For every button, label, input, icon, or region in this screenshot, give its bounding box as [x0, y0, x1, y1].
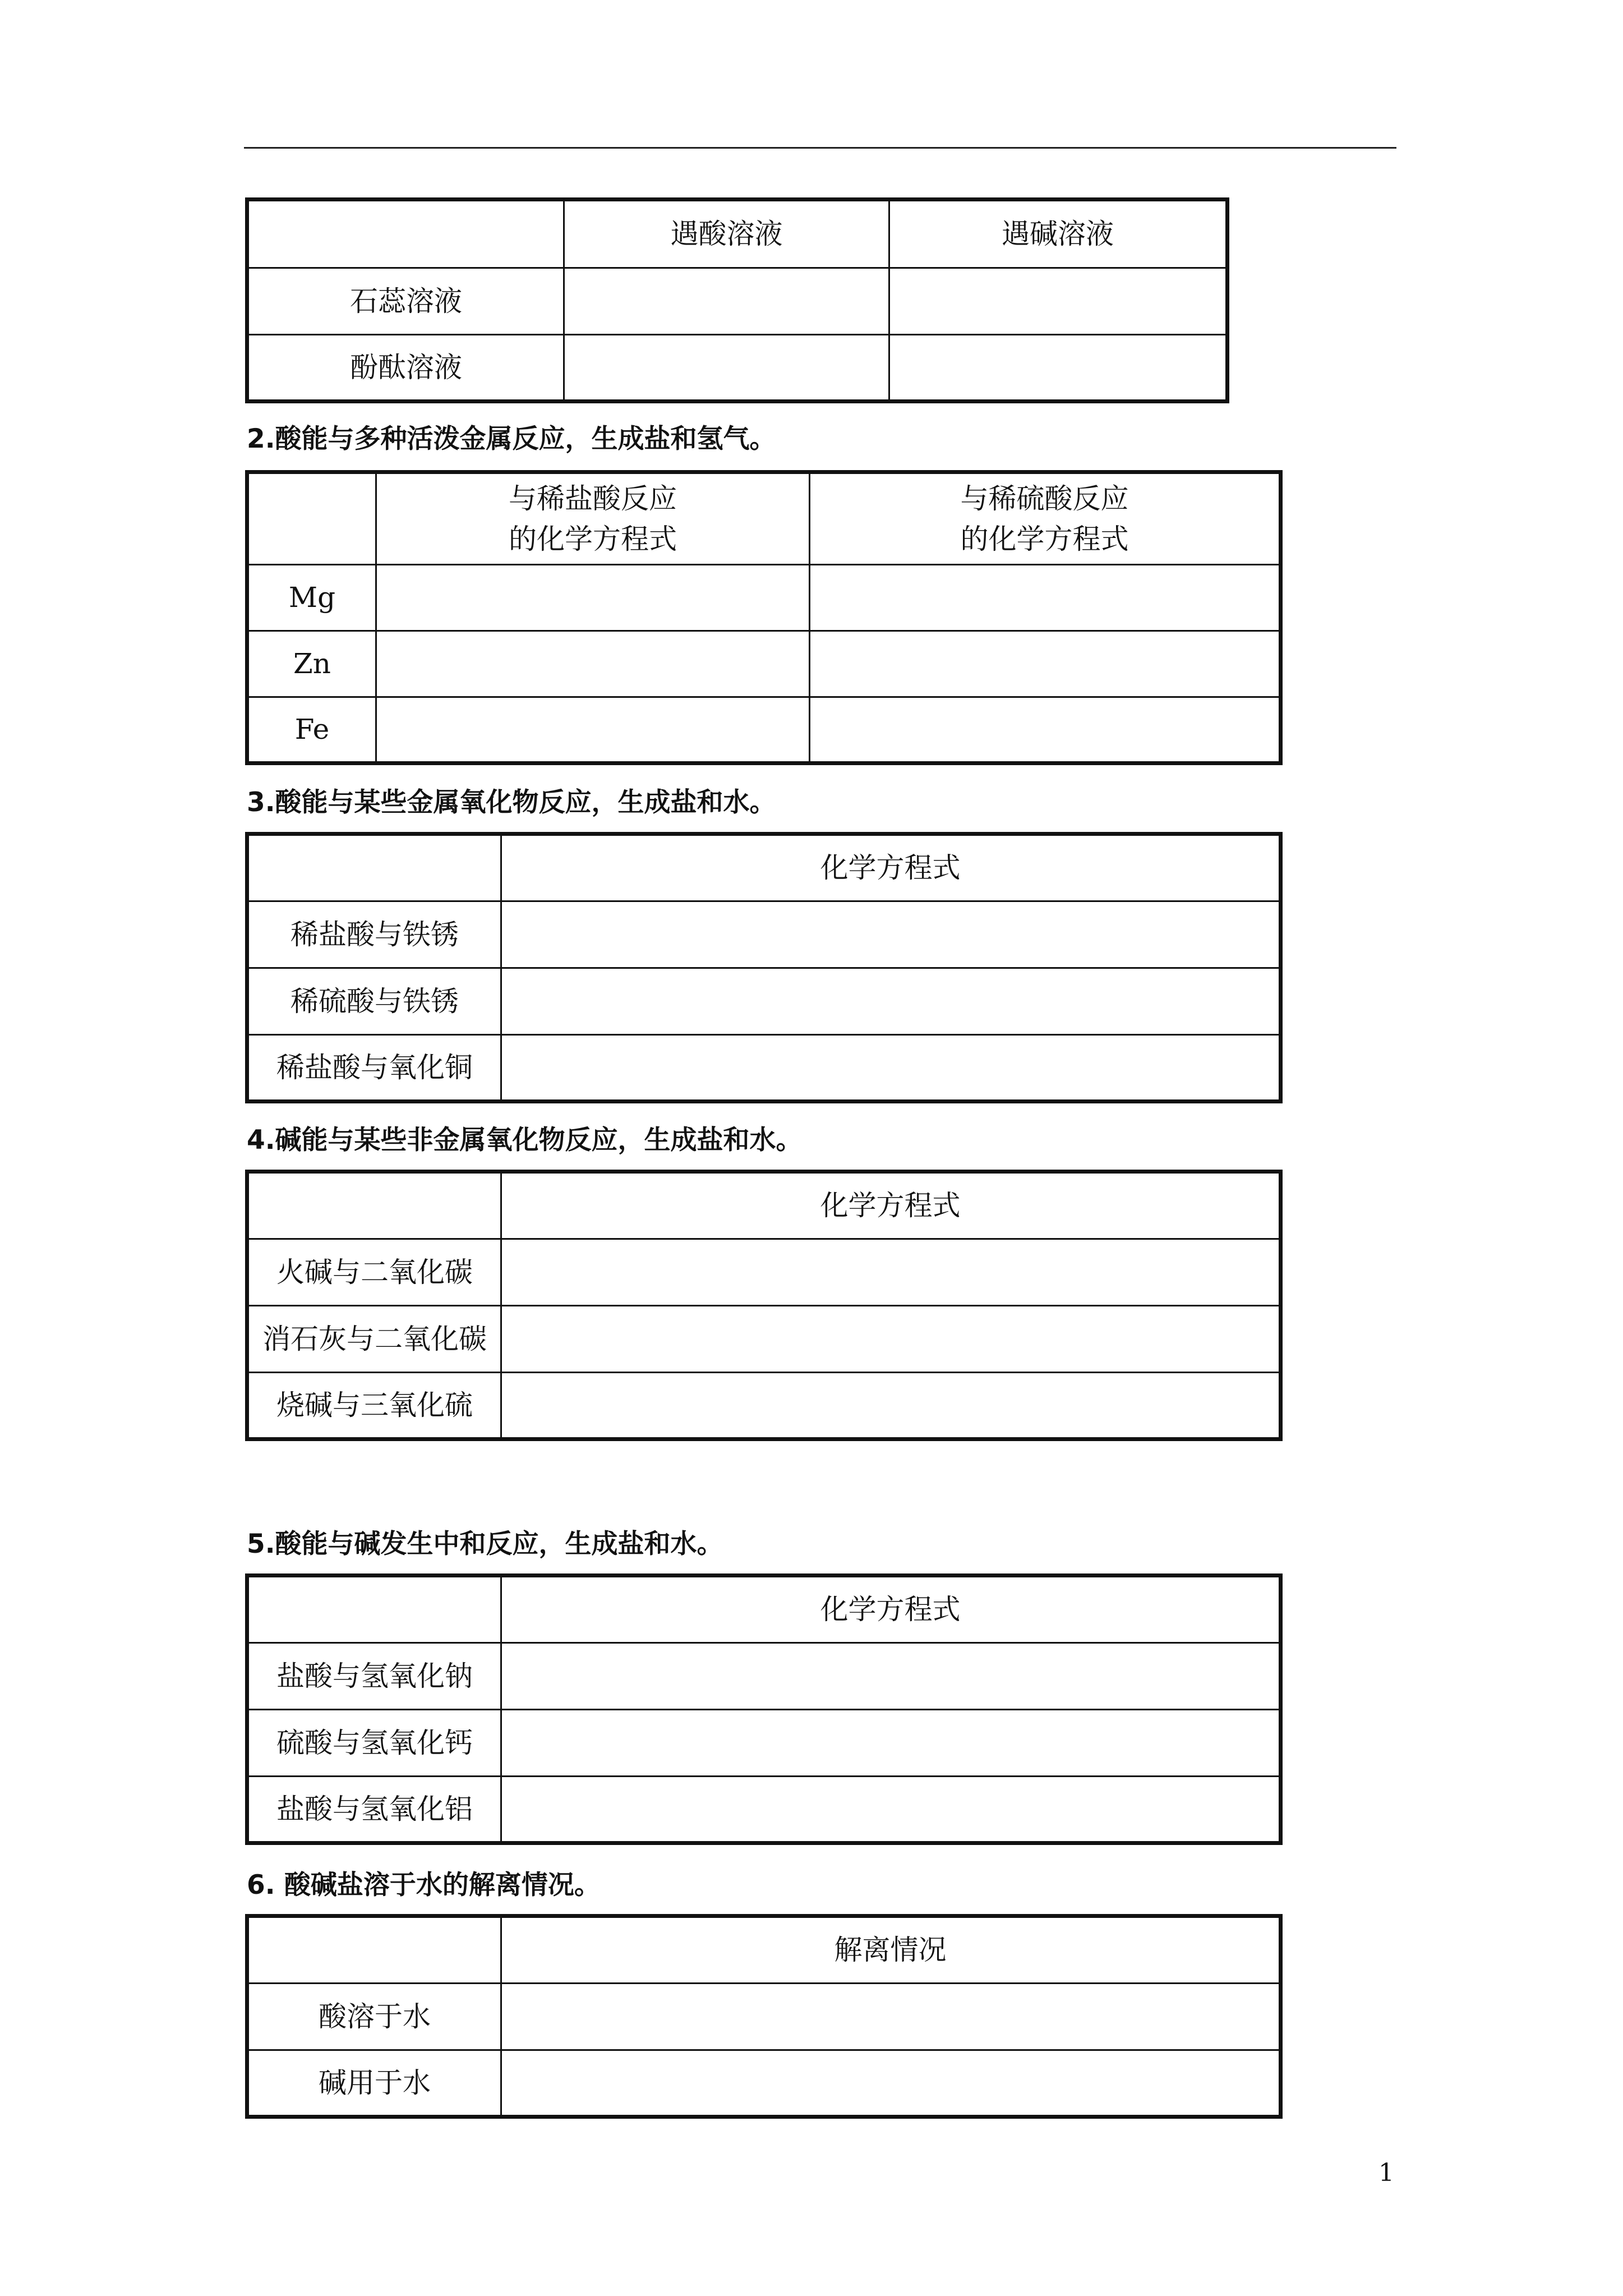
col-header-equation: 化学方程式	[501, 1576, 1281, 1643]
answer-cell[interactable]	[810, 565, 1281, 631]
page-number: 1	[1378, 2159, 1394, 2187]
empty-header-cell	[247, 1172, 501, 1239]
answer-cell[interactable]	[564, 335, 889, 402]
answer-cell[interactable]	[501, 1035, 1281, 1102]
answer-cell[interactable]	[376, 697, 810, 763]
section5-heading: 5.酸能与碱发生中和反应，生成盐和水。	[247, 1529, 723, 1559]
col-header-hcl-line2: 的化学方程式	[509, 523, 677, 555]
answer-cell[interactable]	[501, 1710, 1281, 1777]
metal-acid-table	[245, 470, 1283, 765]
empty-header-cell	[247, 200, 564, 268]
row-label: 稀盐酸与铁锈	[247, 901, 501, 968]
row-label: 烧碱与三氧化硫	[247, 1373, 501, 1439]
answer-cell[interactable]	[564, 268, 889, 335]
answer-cell[interactable]	[501, 901, 1281, 968]
row-label: 盐酸与氢氧化钠	[247, 1643, 501, 1710]
row-label-phenolphthalein: 酚酞溶液	[247, 335, 564, 402]
col-header-equation: 化学方程式	[501, 1172, 1281, 1239]
empty-header-cell	[247, 1576, 501, 1643]
row-label: 碱用于水	[247, 2050, 501, 2117]
indicator-table	[245, 197, 1229, 403]
header-rule	[244, 147, 1396, 149]
row-label-zn: Zn	[247, 631, 376, 697]
empty-header-cell	[247, 1916, 501, 1984]
col-header-hcl-line1: 与稀盐酸反应	[509, 482, 677, 515]
row-label-fe: Fe	[247, 697, 376, 763]
answer-cell[interactable]	[501, 968, 1281, 1035]
base-nonmetal-oxide-table	[245, 1170, 1283, 1441]
section2-heading: 2.酸能与多种活泼金属反应，生成盐和氢气。	[247, 424, 776, 454]
dissociation-table	[245, 1914, 1283, 2119]
section6-heading: 6. 酸碱盐溶于水的解离情况。	[247, 1870, 601, 1901]
answer-cell[interactable]	[501, 1239, 1281, 1306]
answer-cell[interactable]	[501, 1373, 1281, 1439]
row-label: 硫酸与氢氧化钙	[247, 1710, 501, 1777]
col-header-h2so4-line1: 与稀硫酸反应	[960, 482, 1129, 515]
row-label-litmus: 石蕊溶液	[247, 268, 564, 335]
row-label: 火碱与二氧化碳	[247, 1239, 501, 1306]
col-header-equation: 化学方程式	[501, 834, 1281, 901]
row-label: 消石灰与二氧化碳	[247, 1306, 501, 1373]
answer-cell[interactable]	[501, 1643, 1281, 1710]
answer-cell[interactable]	[376, 565, 810, 631]
answer-cell[interactable]	[501, 2050, 1281, 2117]
row-label: 稀硫酸与铁锈	[247, 968, 501, 1035]
col-header-hcl	[376, 472, 810, 565]
answer-cell[interactable]	[889, 335, 1228, 402]
row-label: 盐酸与氢氧化铝	[247, 1777, 501, 1843]
answer-cell[interactable]	[501, 1984, 1281, 2050]
col-header-acid: 遇酸溶液	[564, 200, 889, 268]
col-header-base: 遇碱溶液	[889, 200, 1228, 268]
neutralization-table	[245, 1573, 1283, 1845]
answer-cell[interactable]	[889, 268, 1228, 335]
section4-heading: 4.碱能与某些非金属氧化物反应，生成盐和水。	[247, 1125, 803, 1156]
answer-cell[interactable]	[501, 1777, 1281, 1843]
row-label-mg: Mg	[247, 565, 376, 631]
col-header-h2so4-line2: 的化学方程式	[960, 523, 1129, 555]
empty-header-cell	[247, 834, 501, 901]
row-label: 酸溶于水	[247, 1984, 501, 2050]
col-header-dissociation: 解离情况	[501, 1916, 1281, 1984]
col-header-h2so4	[810, 472, 1281, 565]
answer-cell[interactable]	[810, 697, 1281, 763]
section3-heading: 3.酸能与某些金属氧化物反应，生成盐和水。	[247, 787, 776, 818]
acid-metal-oxide-table	[245, 832, 1283, 1103]
answer-cell[interactable]	[501, 1306, 1281, 1373]
empty-header-cell	[247, 472, 376, 565]
answer-cell[interactable]	[810, 631, 1281, 697]
row-label: 稀盐酸与氧化铜	[247, 1035, 501, 1102]
answer-cell[interactable]	[376, 631, 810, 697]
